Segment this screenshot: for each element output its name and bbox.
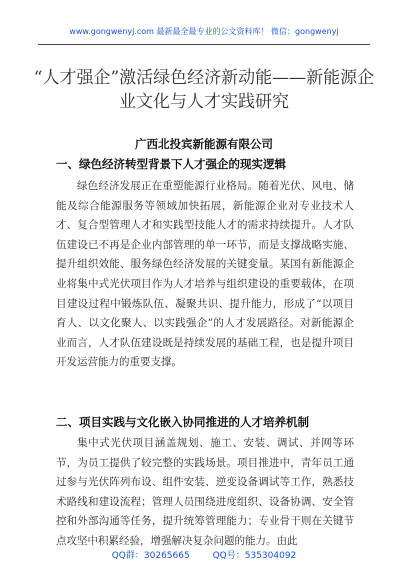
footer-qq-group: QQ群：30265665	[111, 551, 190, 561]
page-header: www.gongwenyj.com 最新最全最专业的公文资料库！ 微信：gongwenyj	[69, 27, 339, 36]
section-paragraph-1: 绿色经济发展正在重塑能源行业格局。随着光伏、风电、储能及综合能源服务等领域加快拓展，新能源企业对专业技术人才、复合型管理人才和实践型技能人才的需求持续提升。人才队伍建设已不再是企业内部管理的单一环节，而是支撑战略实施、提升组织效能、服务绿色经济发展的关键变量。某国有新能源企业将集中式光伏项目作为人才培养与组织建设的重要载体，在项目建设过程中锻炼队伍、凝聚共识、提升能力，形成了“以项目育人、以文化聚人、以实践强企”的人才发展路径。对新能源企业而言，人才队伍建设既是持续发展的基础工程，也是提升项目开发运营能力的重要支撑。	[56, 180, 354, 369]
organization-name: 广西北投宾新能源有限公司	[135, 137, 273, 151]
section-paragraph-2: 集中式光伏项目涵盖规划、施工、安装、调试、并网等环节，为员工提供了较完整的实践场景。项目推进中，青年员工通过参与光伏阵列布设、组件安装、逆变设备调试等工作，熟悉技术路线和建设流程；管理人员围绕进度组织、设备协调、安全管控和外部沟通等任务，提升统筹管理能力；专业骨干则在关键节点攻坚中积累经验，增强解决复杂问题的能力。由此	[56, 437, 354, 547]
header-divider	[38, 44, 370, 45]
section-heading-2: 二、项目实践与文化嵌入协同推进的人才培养机制	[56, 415, 309, 429]
section-heading-1: 一、绿色经济转型背景下人才强企的现实逻辑	[56, 157, 286, 171]
document-title: “人才强企”激活绿色经济新动能——新能源企业文化与人才实践研究	[33, 68, 375, 112]
page-footer	[0, 548, 408, 561]
footer-qq-number: QQ号：535304092	[212, 551, 297, 561]
